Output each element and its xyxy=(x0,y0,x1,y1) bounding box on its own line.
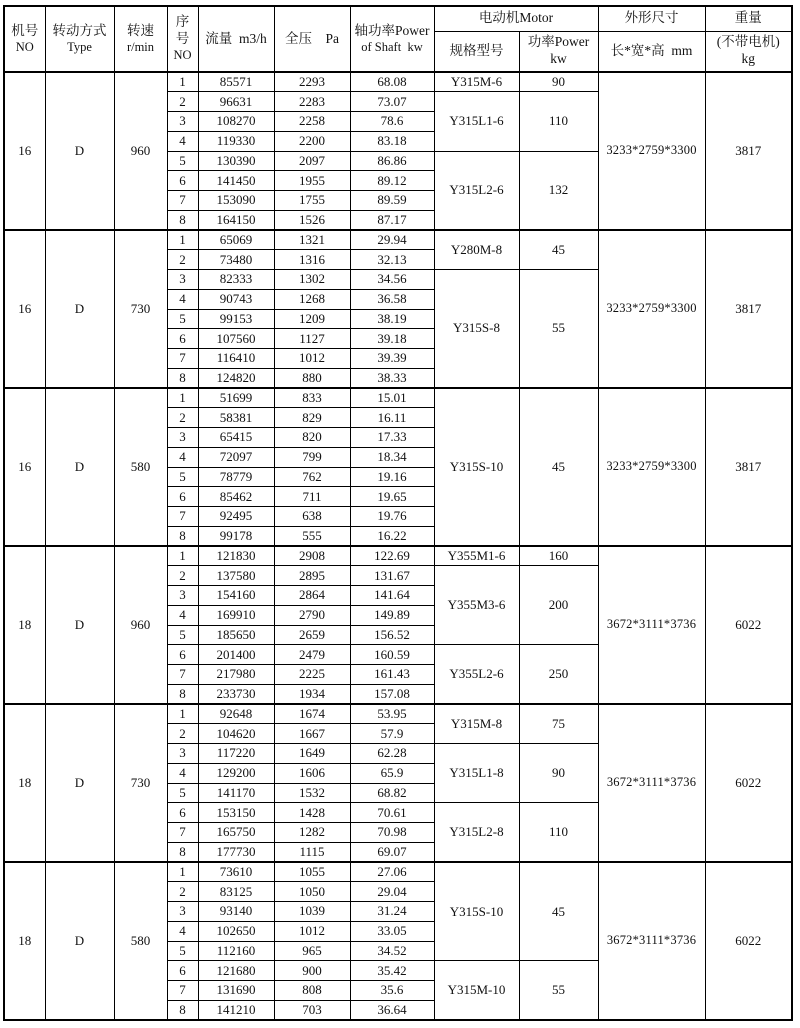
header-weight-sub-l2: kg xyxy=(741,51,755,67)
drive-type-cell: D xyxy=(45,72,114,230)
shaft-power-cell: 73.07 xyxy=(350,92,434,112)
pressure-cell: 2908 xyxy=(274,546,350,566)
pressure-cell: 1606 xyxy=(274,763,350,783)
seq-cell: 7 xyxy=(167,349,198,369)
pressure-cell: 1282 xyxy=(274,823,350,843)
weight-cell: 3817 xyxy=(705,388,792,546)
flow-cell: 233730 xyxy=(198,684,274,704)
flow-cell: 154160 xyxy=(198,586,274,606)
header-speed-en: r/min xyxy=(126,39,155,54)
dimensions-cell: 3233*2759*3300 xyxy=(598,230,705,388)
motor-power-cell: 75 xyxy=(519,704,598,744)
flow-cell: 83125 xyxy=(198,882,274,902)
flow-cell: 72097 xyxy=(198,447,274,467)
seq-cell: 2 xyxy=(167,566,198,586)
shaft-power-cell: 31.24 xyxy=(350,902,434,922)
motor-power-cell: 45 xyxy=(519,388,598,546)
flow-cell: 65415 xyxy=(198,428,274,448)
pressure-cell: 1428 xyxy=(274,803,350,823)
speed-cell: 730 xyxy=(114,704,167,862)
motor-power-cell: 90 xyxy=(519,72,598,92)
dimensions-cell: 3233*2759*3300 xyxy=(598,72,705,230)
flow-cell: 92495 xyxy=(198,507,274,527)
flow-cell: 104620 xyxy=(198,724,274,744)
motor-model-cell: Y315L1-6 xyxy=(434,92,519,151)
shaft-power-cell: 157.08 xyxy=(350,684,434,704)
seq-cell: 2 xyxy=(167,92,198,112)
shaft-power-cell: 36.58 xyxy=(350,289,434,309)
pressure-cell: 799 xyxy=(274,447,350,467)
header-shaft-power xyxy=(350,6,434,72)
flow-cell: 96631 xyxy=(198,92,274,112)
dimensions-cell: 3672*3111*3736 xyxy=(598,546,705,704)
machine-no-cell: 16 xyxy=(4,388,45,546)
pressure-cell: 833 xyxy=(274,388,350,408)
header-shaft-power-l1: 轴功率Power xyxy=(354,22,430,38)
shaft-power-cell: 86.86 xyxy=(350,151,434,171)
header-drive-type-en: Type xyxy=(67,39,92,54)
seq-cell: 2 xyxy=(167,250,198,270)
pressure-cell: 1012 xyxy=(274,349,350,369)
motor-power-cell: 250 xyxy=(519,645,598,704)
spec-table-body xyxy=(4,72,792,1020)
seq-cell: 8 xyxy=(167,368,198,388)
flow-cell: 58381 xyxy=(198,408,274,428)
flow-cell: 90743 xyxy=(198,289,274,309)
seq-cell: 8 xyxy=(167,842,198,862)
pressure-cell: 820 xyxy=(274,428,350,448)
shaft-power-cell: 62.28 xyxy=(350,744,434,764)
seq-cell: 2 xyxy=(167,724,198,744)
flow-cell: 108270 xyxy=(198,112,274,132)
shaft-power-cell: 69.07 xyxy=(350,842,434,862)
motor-model-cell: Y315S-8 xyxy=(434,270,519,389)
pressure-cell: 2479 xyxy=(274,645,350,665)
flow-cell: 73480 xyxy=(198,250,274,270)
motor-power-cell: 55 xyxy=(519,270,598,389)
pressure-cell: 829 xyxy=(274,408,350,428)
shaft-power-cell: 34.52 xyxy=(350,941,434,961)
machine-no-cell: 16 xyxy=(4,72,45,230)
header-dimensions: 外形尺寸 xyxy=(598,6,705,31)
flow-cell: 99153 xyxy=(198,309,274,329)
shaft-power-cell: 78.6 xyxy=(350,112,434,132)
shaft-power-cell: 68.08 xyxy=(350,72,434,92)
motor-power-cell: 90 xyxy=(519,744,598,803)
pressure-cell: 2258 xyxy=(274,112,350,132)
machine-no-cell: 16 xyxy=(4,230,45,388)
pressure-cell: 1209 xyxy=(274,309,350,329)
table-row xyxy=(4,862,792,882)
weight-cell: 3817 xyxy=(705,230,792,388)
shaft-power-cell: 141.64 xyxy=(350,586,434,606)
shaft-power-cell: 53.95 xyxy=(350,704,434,724)
shaft-power-cell: 17.33 xyxy=(350,428,434,448)
seq-cell: 5 xyxy=(167,941,198,961)
motor-model-cell: Y315S-10 xyxy=(434,862,519,961)
flow-cell: 116410 xyxy=(198,349,274,369)
pressure-cell: 711 xyxy=(274,487,350,507)
motor-power-cell: 45 xyxy=(519,862,598,961)
flow-cell: 92648 xyxy=(198,704,274,724)
seq-cell: 6 xyxy=(167,803,198,823)
speed-cell: 580 xyxy=(114,862,167,1020)
seq-cell: 7 xyxy=(167,981,198,1001)
header-drive-type xyxy=(45,6,114,72)
speed-cell: 730 xyxy=(114,230,167,388)
seq-cell: 8 xyxy=(167,1000,198,1020)
drive-type-cell: D xyxy=(45,704,114,862)
flow-cell: 82333 xyxy=(198,270,274,290)
speed-cell: 960 xyxy=(114,546,167,704)
seq-cell: 3 xyxy=(167,270,198,290)
motor-model-cell: Y315M-8 xyxy=(434,704,519,744)
seq-cell: 4 xyxy=(167,605,198,625)
shaft-power-cell: 35.6 xyxy=(350,981,434,1001)
header-seq xyxy=(167,6,198,72)
flow-cell: 141450 xyxy=(198,171,274,191)
flow-cell: 93140 xyxy=(198,902,274,922)
flow-cell: 164150 xyxy=(198,210,274,230)
seq-cell: 5 xyxy=(167,625,198,645)
flow-cell: 165750 xyxy=(198,823,274,843)
dimensions-cell: 3233*2759*3300 xyxy=(598,388,705,546)
header-seq-l2: 号 xyxy=(175,31,190,47)
seq-cell: 7 xyxy=(167,507,198,527)
seq-cell: 5 xyxy=(167,151,198,171)
pressure-cell: 638 xyxy=(274,507,350,527)
drive-type-cell: D xyxy=(45,230,114,388)
dimensions-cell: 3672*3111*3736 xyxy=(598,862,705,1020)
pressure-cell: 1302 xyxy=(274,270,350,290)
shaft-power-cell: 27.06 xyxy=(350,862,434,882)
shaft-power-cell: 161.43 xyxy=(350,665,434,685)
shaft-power-cell: 156.52 xyxy=(350,625,434,645)
table-row xyxy=(4,704,792,724)
pressure-cell: 2864 xyxy=(274,586,350,606)
motor-model-cell: Y355L2-6 xyxy=(434,645,519,704)
seq-cell: 1 xyxy=(167,704,198,724)
pressure-cell: 2790 xyxy=(274,605,350,625)
seq-cell: 6 xyxy=(167,961,198,981)
flow-cell: 217980 xyxy=(198,665,274,685)
seq-cell: 2 xyxy=(167,408,198,428)
pressure-cell: 1667 xyxy=(274,724,350,744)
pressure-cell: 808 xyxy=(274,981,350,1001)
drive-type-cell: D xyxy=(45,862,114,1020)
motor-power-cell: 132 xyxy=(519,151,598,230)
seq-cell: 7 xyxy=(167,823,198,843)
shaft-power-cell: 160.59 xyxy=(350,645,434,665)
speed-cell: 960 xyxy=(114,72,167,230)
drive-type-cell: D xyxy=(45,546,114,704)
machine-no-cell: 18 xyxy=(4,862,45,1020)
seq-cell: 8 xyxy=(167,210,198,230)
header-seq-l1: 序 xyxy=(175,14,190,30)
motor-model-cell: Y315L1-8 xyxy=(434,744,519,803)
flow-cell: 112160 xyxy=(198,941,274,961)
seq-cell: 1 xyxy=(167,546,198,566)
motor-model-cell: Y355M1-6 xyxy=(434,546,519,566)
table-row xyxy=(4,72,792,92)
shaft-power-cell: 39.39 xyxy=(350,349,434,369)
shaft-power-cell: 122.69 xyxy=(350,546,434,566)
table-row xyxy=(4,230,792,250)
motor-model-cell: Y315L2-6 xyxy=(434,151,519,230)
table-header xyxy=(4,6,792,72)
seq-cell: 5 xyxy=(167,309,198,329)
shaft-power-cell: 149.89 xyxy=(350,605,434,625)
motor-power-cell: 110 xyxy=(519,92,598,151)
dimensions-cell: 3672*3111*3736 xyxy=(598,704,705,862)
pressure-cell: 2200 xyxy=(274,131,350,151)
motor-power-cell: 55 xyxy=(519,961,598,1020)
shaft-power-cell: 70.98 xyxy=(350,823,434,843)
header-motor-model: 规格型号 xyxy=(434,31,519,72)
shaft-power-cell: 131.67 xyxy=(350,566,434,586)
pressure-cell: 1012 xyxy=(274,921,350,941)
shaft-power-cell: 29.94 xyxy=(350,230,434,250)
seq-cell: 7 xyxy=(167,191,198,211)
pressure-cell: 703 xyxy=(274,1000,350,1020)
flow-cell: 131690 xyxy=(198,981,274,1001)
seq-cell: 4 xyxy=(167,289,198,309)
header-motor-power xyxy=(519,31,598,72)
shaft-power-cell: 89.59 xyxy=(350,191,434,211)
header-motor-power-l2: kw xyxy=(550,51,567,67)
shaft-power-cell: 19.65 xyxy=(350,487,434,507)
motor-power-cell: 160 xyxy=(519,546,598,566)
header-pressure: 全压 Pa xyxy=(274,6,350,72)
pressure-cell: 1127 xyxy=(274,329,350,349)
pressure-cell: 1955 xyxy=(274,171,350,191)
shaft-power-cell: 57.9 xyxy=(350,724,434,744)
pressure-cell: 1268 xyxy=(274,289,350,309)
shaft-power-cell: 32.13 xyxy=(350,250,434,270)
header-shaft-power-l2: of Shaft kw xyxy=(361,39,423,54)
seq-cell: 8 xyxy=(167,526,198,546)
seq-cell: 4 xyxy=(167,131,198,151)
header-flow: 流量 m3/h xyxy=(198,6,274,72)
pressure-cell: 2225 xyxy=(274,665,350,685)
shaft-power-cell: 18.34 xyxy=(350,447,434,467)
machine-no-cell: 18 xyxy=(4,704,45,862)
motor-model-cell: Y315S-10 xyxy=(434,388,519,546)
seq-cell: 4 xyxy=(167,921,198,941)
pressure-cell: 965 xyxy=(274,941,350,961)
shaft-power-cell: 15.01 xyxy=(350,388,434,408)
header-dimensions-sub: 长*宽*高 mm xyxy=(598,31,705,72)
shaft-power-cell: 16.11 xyxy=(350,408,434,428)
machine-no-cell: 18 xyxy=(4,546,45,704)
seq-cell: 8 xyxy=(167,684,198,704)
flow-cell: 102650 xyxy=(198,921,274,941)
flow-cell: 85462 xyxy=(198,487,274,507)
pressure-cell: 900 xyxy=(274,961,350,981)
motor-model-cell: Y315M-6 xyxy=(434,72,519,92)
weight-cell: 3817 xyxy=(705,72,792,230)
flow-cell: 99178 xyxy=(198,526,274,546)
flow-cell: 78779 xyxy=(198,467,274,487)
seq-cell: 1 xyxy=(167,230,198,250)
pressure-cell: 2659 xyxy=(274,625,350,645)
pressure-cell: 1321 xyxy=(274,230,350,250)
header-speed xyxy=(114,6,167,72)
header-row-1 xyxy=(4,6,792,31)
flow-cell: 121680 xyxy=(198,961,274,981)
header-weight-sub xyxy=(705,31,792,72)
seq-cell: 3 xyxy=(167,744,198,764)
shaft-power-cell: 33.05 xyxy=(350,921,434,941)
seq-cell: 2 xyxy=(167,882,198,902)
seq-cell: 3 xyxy=(167,112,198,132)
drive-type-cell: D xyxy=(45,388,114,546)
motor-model-cell: Y315L2-8 xyxy=(434,803,519,862)
seq-cell: 1 xyxy=(167,862,198,882)
shaft-power-cell: 38.33 xyxy=(350,368,434,388)
flow-cell: 73610 xyxy=(198,862,274,882)
seq-cell: 4 xyxy=(167,447,198,467)
pressure-cell: 1934 xyxy=(274,684,350,704)
header-weight: 重量 xyxy=(705,6,792,31)
seq-cell: 3 xyxy=(167,902,198,922)
pressure-cell: 555 xyxy=(274,526,350,546)
motor-model-cell: Y355M3-6 xyxy=(434,566,519,645)
speed-cell: 580 xyxy=(114,388,167,546)
pressure-cell: 1115 xyxy=(274,842,350,862)
table-row xyxy=(4,388,792,408)
seq-cell: 3 xyxy=(167,586,198,606)
motor-power-cell: 45 xyxy=(519,230,598,270)
pressure-cell: 2283 xyxy=(274,92,350,112)
pressure-cell: 1755 xyxy=(274,191,350,211)
shaft-power-cell: 70.61 xyxy=(350,803,434,823)
flow-cell: 185650 xyxy=(198,625,274,645)
shaft-power-cell: 89.12 xyxy=(350,171,434,191)
shaft-power-cell: 68.82 xyxy=(350,783,434,803)
shaft-power-cell: 36.64 xyxy=(350,1000,434,1020)
pressure-cell: 1055 xyxy=(274,862,350,882)
flow-cell: 117220 xyxy=(198,744,274,764)
header-seq-l3: NO xyxy=(173,48,192,63)
weight-cell: 6022 xyxy=(705,704,792,862)
seq-cell: 6 xyxy=(167,645,198,665)
shaft-power-cell: 16.22 xyxy=(350,526,434,546)
shaft-power-cell: 34.56 xyxy=(350,270,434,290)
seq-cell: 6 xyxy=(167,487,198,507)
flow-cell: 121830 xyxy=(198,546,274,566)
shaft-power-cell: 83.18 xyxy=(350,131,434,151)
weight-cell: 6022 xyxy=(705,862,792,1020)
pressure-cell: 762 xyxy=(274,467,350,487)
flow-cell: 124820 xyxy=(198,368,274,388)
flow-cell: 141170 xyxy=(198,783,274,803)
shaft-power-cell: 39.18 xyxy=(350,329,434,349)
pressure-cell: 1674 xyxy=(274,704,350,724)
flow-cell: 65069 xyxy=(198,230,274,250)
header-drive-type-zh: 转动方式 xyxy=(52,22,107,38)
pressure-cell: 2895 xyxy=(274,566,350,586)
header-machine-no-zh: 机号 xyxy=(11,22,39,38)
seq-cell: 1 xyxy=(167,72,198,92)
pressure-cell: 1039 xyxy=(274,902,350,922)
header-machine-no-en: NO xyxy=(15,39,34,54)
flow-cell: 137580 xyxy=(198,566,274,586)
header-motor-power-l1: 功率Power xyxy=(527,34,590,50)
shaft-power-cell: 19.16 xyxy=(350,467,434,487)
seq-cell: 5 xyxy=(167,783,198,803)
fan-spec-table xyxy=(3,5,793,1021)
seq-cell: 4 xyxy=(167,763,198,783)
flow-cell: 51699 xyxy=(198,388,274,408)
header-motor: 电动机Motor xyxy=(434,6,598,31)
shaft-power-cell: 19.76 xyxy=(350,507,434,527)
pressure-cell: 1050 xyxy=(274,882,350,902)
flow-cell: 177730 xyxy=(198,842,274,862)
pressure-cell: 2293 xyxy=(274,72,350,92)
weight-cell: 6022 xyxy=(705,546,792,704)
pressure-cell: 1532 xyxy=(274,783,350,803)
header-weight-sub-l1: (不带电机) xyxy=(716,34,780,50)
pressure-cell: 880 xyxy=(274,368,350,388)
shaft-power-cell: 35.42 xyxy=(350,961,434,981)
flow-cell: 85571 xyxy=(198,72,274,92)
motor-power-cell: 110 xyxy=(519,803,598,862)
shaft-power-cell: 65.9 xyxy=(350,763,434,783)
seq-cell: 5 xyxy=(167,467,198,487)
flow-cell: 130390 xyxy=(198,151,274,171)
seq-cell: 6 xyxy=(167,329,198,349)
flow-cell: 129200 xyxy=(198,763,274,783)
motor-power-cell: 200 xyxy=(519,566,598,645)
flow-cell: 169910 xyxy=(198,605,274,625)
seq-cell: 1 xyxy=(167,388,198,408)
motor-model-cell: Y315M-10 xyxy=(434,961,519,1020)
shaft-power-cell: 29.04 xyxy=(350,882,434,902)
flow-cell: 153150 xyxy=(198,803,274,823)
pressure-cell: 1526 xyxy=(274,210,350,230)
seq-cell: 7 xyxy=(167,665,198,685)
seq-cell: 3 xyxy=(167,428,198,448)
seq-cell: 6 xyxy=(167,171,198,191)
flow-cell: 119330 xyxy=(198,131,274,151)
flow-cell: 201400 xyxy=(198,645,274,665)
table-row xyxy=(4,546,792,566)
header-machine-no xyxy=(4,6,45,72)
pressure-cell: 2097 xyxy=(274,151,350,171)
flow-cell: 153090 xyxy=(198,191,274,211)
shaft-power-cell: 38.19 xyxy=(350,309,434,329)
shaft-power-cell: 87.17 xyxy=(350,210,434,230)
motor-model-cell: Y280M-8 xyxy=(434,230,519,270)
flow-cell: 141210 xyxy=(198,1000,274,1020)
header-speed-zh: 转速 xyxy=(127,22,154,38)
pressure-cell: 1649 xyxy=(274,744,350,764)
pressure-cell: 1316 xyxy=(274,250,350,270)
flow-cell: 107560 xyxy=(198,329,274,349)
